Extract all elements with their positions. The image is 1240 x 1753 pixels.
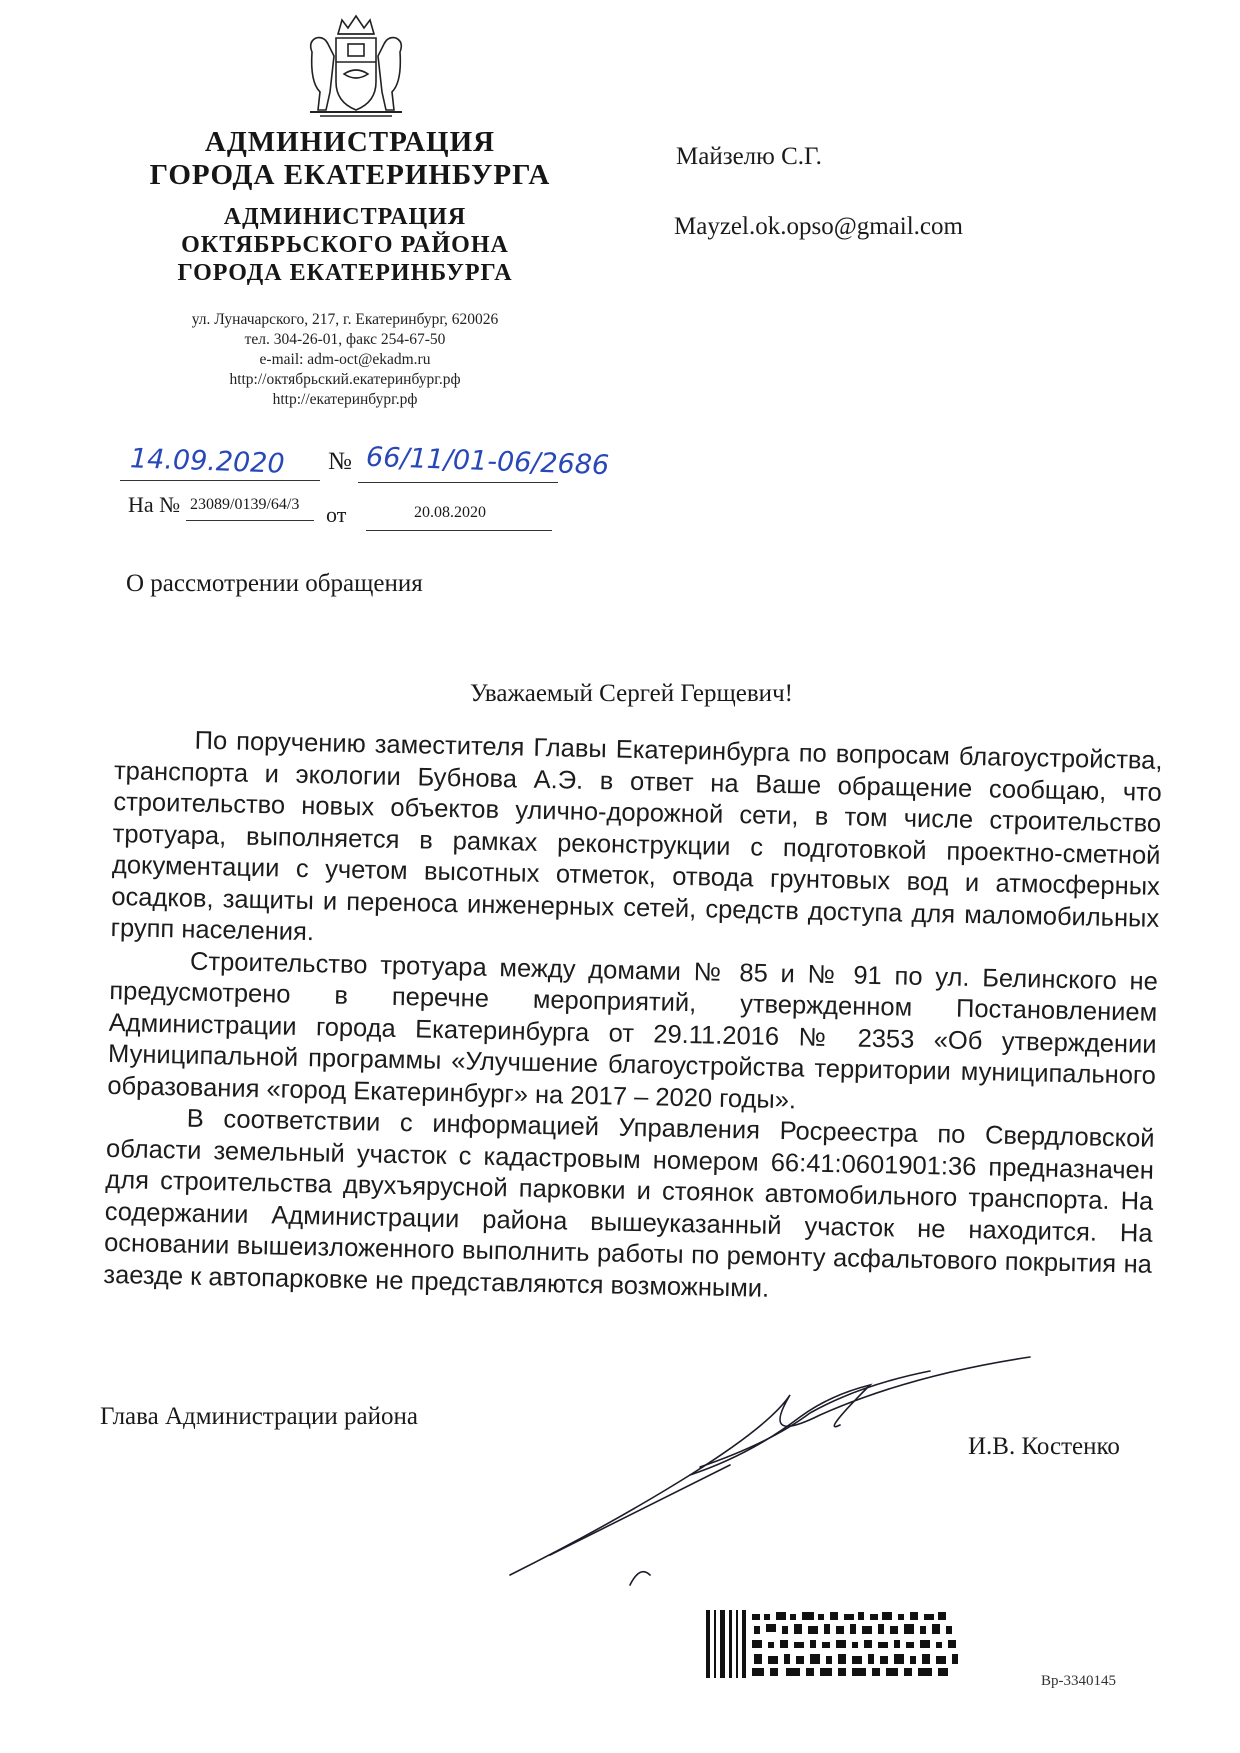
greeting: Уважаемый Сергей Герщевич! [470, 680, 793, 707]
org-city-line2: ГОРОДА ЕКАТЕРИНБУРГА [149, 159, 551, 191]
ref-number-underline [186, 520, 314, 521]
org-district-line1: АДМИНИСТРАЦИЯ [223, 204, 467, 230]
signatory-title: Глава Администрации района [100, 1403, 418, 1430]
site-line-2: http://екатеринбург.рф [272, 391, 418, 408]
reference-label: На № [128, 492, 181, 517]
number-underline [358, 482, 558, 483]
city-coat-of-arms-emblem [300, 12, 412, 120]
document-barcode [706, 1610, 964, 1678]
reference-number: 23089/0139/64/3 [190, 496, 300, 513]
recipient-email: Mayzel.ok.opso@gmail.com [674, 213, 963, 240]
date-underline [120, 480, 320, 481]
letterhead-contacts [140, 310, 550, 410]
registration-date: 14.09.2020 [129, 443, 286, 480]
registration-number: 66/11/01-06/2686 [365, 441, 610, 482]
email-line: e-mail: adm-oct@ekadm.ru [259, 351, 431, 368]
org-district-line2: ОКТЯБРЬСКОГО РАЙОНА [181, 232, 509, 258]
ref-date-underline [366, 530, 552, 531]
letter-subject: О рассмотрении обращения [126, 570, 423, 597]
signatory-name: И.В. Костенко [968, 1433, 1120, 1460]
district-administration-heading [140, 203, 550, 287]
site-line-1: http://октябрьский.екатеринбург.рф [229, 371, 461, 388]
body-paragraph-3: В соответствии с информацией Управления Росреестра по Свердловской области земельный участок с кадастровым номером 66:41:0601901:36 предназначен для строительства двухъярусной парковки и стоянок автомобильного транспорта. На содержании Администрации района вышеуказанный участок не находится. На основании вышеизложенного выполнить работы по ремонту асфальтового покрытия на заезде к автопарковке не представляются возможными. [103, 1104, 1155, 1303]
recipient-name: Майзелю С.Г. [676, 143, 822, 170]
barcode-id: Вр-3340145 [1041, 1673, 1116, 1689]
body-paragraph-2: Строительство тротуара между домами № 85 и № 91 по ул. Белинского не предусмотрено в перечне мероприятий, утвержденном Постановлением Администрации города Екатеринбурга от 29.11.2016 № 2353 «Об утверждении Муниципальной программы «Улучшение благоустройства территории муниципального образования «город Екатеринбург» на 2017 – 2020 годы». [107, 947, 1159, 1114]
body-paragraph-1: По поручению заместителя Главы Екатеринбурга по вопросам благоустройства, транспорта и экологии Бубнова А.Э. в ответ на Ваше обращение сообщаю, что строительство новых объектов улично-дорожной сети, в том числе строительство тротуара, выполняется в рамках реконструкции с подготовкой проектно-сметной документации с учетом высотных отметок, отвода грунтовых вод и атмосферных осадков, защиты и переноса инженерных сетей, средств доступа для маломобильных групп населения. [110, 726, 1163, 947]
address-line: ул. Луначарского, 217, г. Екатеринбург, 620026 [191, 311, 499, 328]
phone-line: тел. 304-26-01, факс 254-67-50 [244, 331, 446, 348]
org-district-line3: ГОРОДА ЕКАТЕРИНБУРГА [177, 260, 513, 286]
letter-body [103, 724, 1163, 1313]
handwritten-signature [490, 1355, 1050, 1595]
reference-date: 20.08.2020 [414, 504, 486, 521]
city-administration-heading [130, 126, 570, 192]
org-city-line1: АДМИНИСТРАЦИЯ [204, 126, 496, 158]
registration-number-label: № [328, 448, 352, 475]
reference-from-label: от [326, 502, 347, 527]
